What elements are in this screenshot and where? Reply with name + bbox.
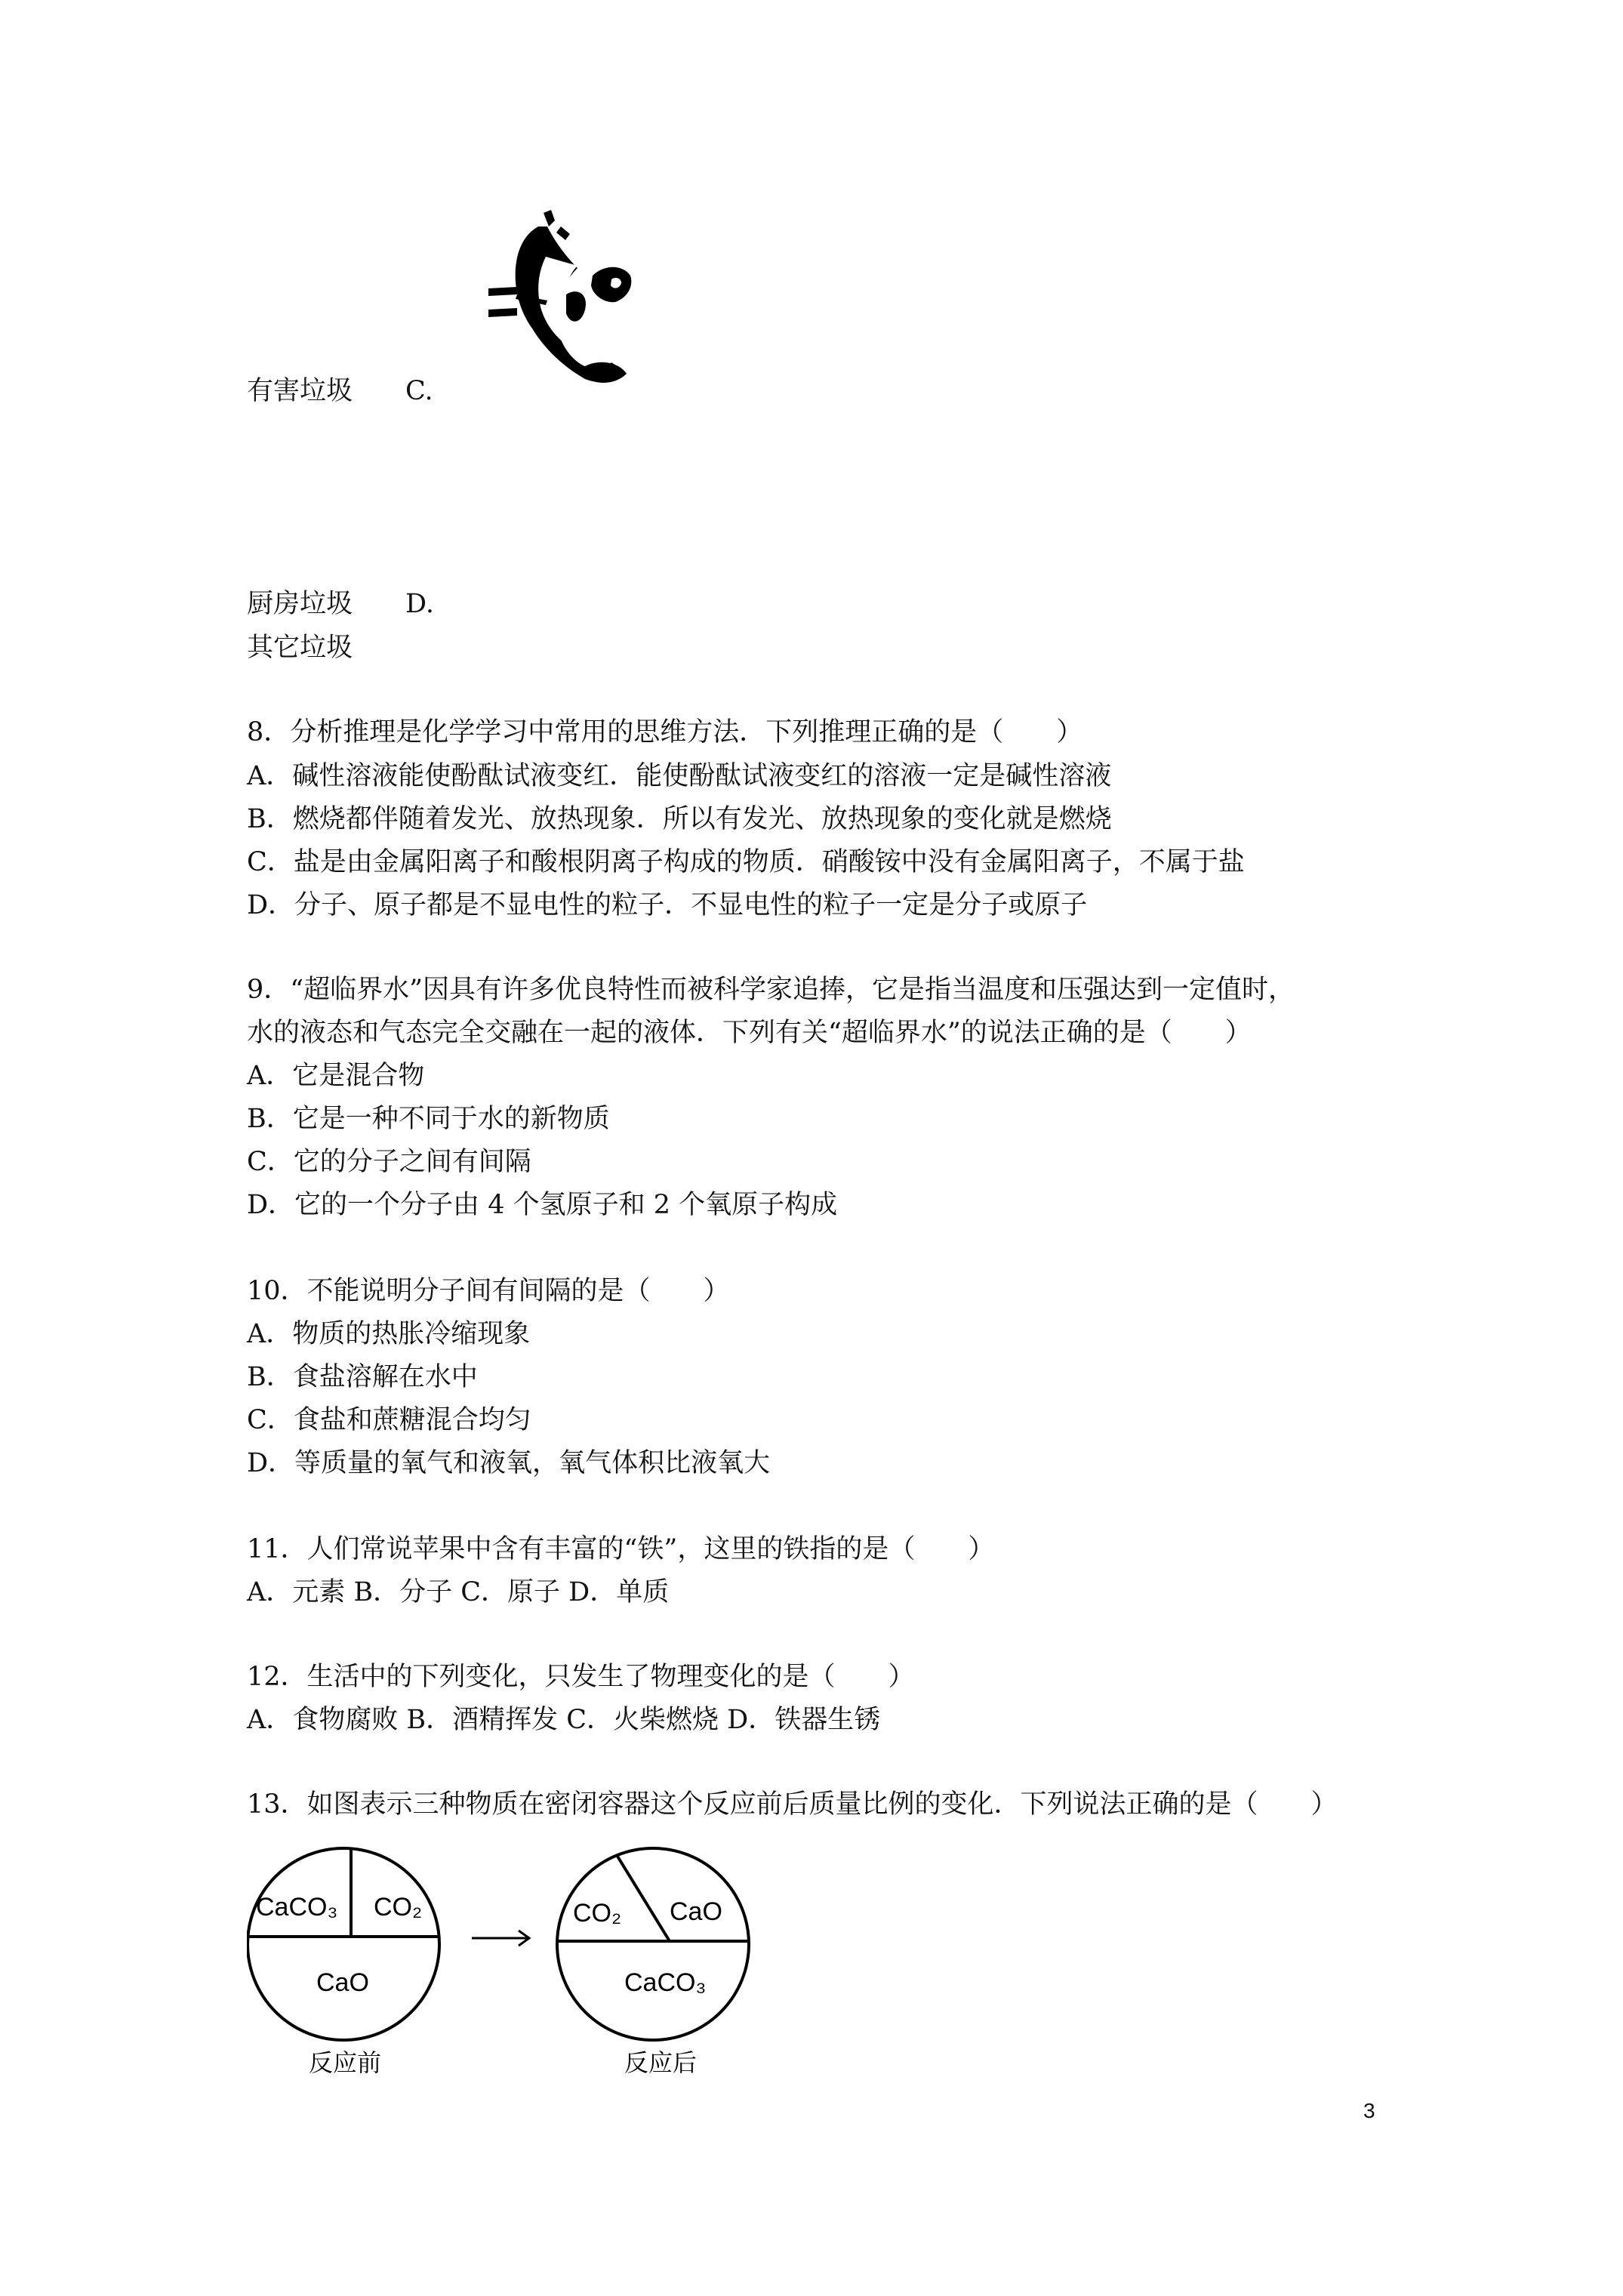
q12-stem: 12．生活中的下列变化，只发生了物理变化的是（ ） (247, 1662, 915, 1692)
q11-options: A．元素 B．分子 C．原子 D．单质 (247, 1577, 670, 1607)
before-co2-label: CO₂ (374, 1893, 423, 1922)
q12-options: A．食物腐败 B．酒精挥发 C．火柴燃烧 D．铁器生锈 (247, 1705, 881, 1735)
q10-option-a: A．物质的热胀冷缩现象 (247, 1319, 531, 1349)
q9-option-d: D．它的一个分子由 4 个氢原子和 2 个氧原子构成 (247, 1190, 838, 1220)
before-caco3-label: CaCO₃ (256, 1893, 338, 1922)
q8-option-b: B．燃烧都伴随着发光、放热现象．所以有发光、放热现象的变化就是燃烧 (247, 804, 1112, 834)
q7-d-letter: D. (405, 589, 434, 619)
after-circle (557, 1848, 749, 2040)
q7-c-label: 厨房垃圾 (247, 589, 353, 619)
q9-option-b: B．它是一种不同于水的新物质 (247, 1104, 610, 1134)
after-co2-label: CO₂ (573, 1899, 622, 1928)
q11-stem: 11．人们常说苹果中含有丰富的“铁”，这里的铁指的是（ ） (247, 1534, 995, 1564)
q9-stem-line2: 水的液态和气态完全交融在一起的液体．下列有关“超临界水”的说法正确的是（ ） (247, 1018, 1252, 1048)
q10-option-d: D．等质量的氧气和液氧，氧气体积比液氧大 (247, 1448, 771, 1478)
before-circle (248, 1848, 439, 2040)
q9-stem-line1: 9．“超临界水”因具有许多优良特性而被科学家追捧，它是指当温度和压强达到一定值时， (247, 975, 1295, 1005)
before-cao-label: CaO (316, 1968, 369, 1997)
q8-option-d: D．分子、原子都是不显电性的粒子．不显电性的粒子一定是分子或原子 (247, 890, 1088, 920)
q9-option-c: C．它的分子之间有间隔 (247, 1147, 531, 1177)
q13-stem: 13．如图表示三种物质在密闭容器这个反应前后质量比例的变化．下列说法正确的是（ ） (247, 1789, 1338, 1820)
q8-option-c: C．盐是由金属阳离子和酸根阴离子构成的物质．硝酸铵中没有金属阳离子，不属于盐 (247, 847, 1245, 877)
q8-option-a: A．碱性溶液能使酚酞试液变红．能使酚酞试液变红的溶液一定是碱性溶液 (247, 761, 1112, 791)
q9-option-a: A．它是混合物 (247, 1061, 425, 1091)
q10-stem: 10．不能说明分子间有间隔的是（ ） (247, 1276, 730, 1306)
q7-d-label: 其它垃圾 (247, 633, 353, 663)
q13-reaction-diagram (247, 1831, 775, 2088)
after-cao-label: CaO (670, 1897, 722, 1926)
q7-option-c-row (247, 583, 434, 625)
q7-option-b-row (247, 370, 433, 412)
q7-b-label: 有害垃圾 (247, 376, 353, 406)
q10-option-c: C．食盐和蔗糖混合均匀 (247, 1405, 531, 1435)
apple-core-image (472, 204, 638, 400)
q8-stem: 8．分析推理是化学学习中常用的思维方法．下列推理正确的是（ ） (247, 717, 1083, 747)
page-number: 3 (1363, 2099, 1375, 2122)
q10-option-b: B．食盐溶解在水中 (247, 1362, 478, 1392)
reaction-arrow-icon (472, 1931, 529, 1946)
before-caption: 反应前 (309, 2049, 382, 2076)
q7-c-letter: C. (405, 376, 433, 406)
after-caption: 反应后 (624, 2049, 698, 2076)
after-caco3-label: CaCO₃ (624, 1968, 707, 1997)
